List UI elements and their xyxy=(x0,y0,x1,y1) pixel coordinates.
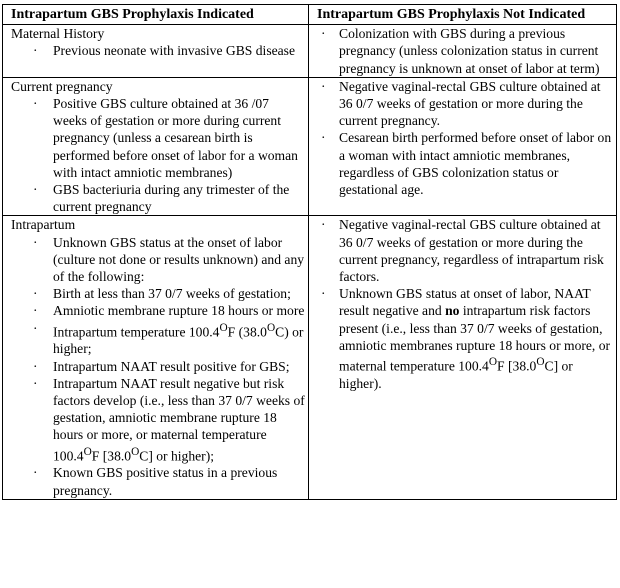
list-item: · Negative vaginal-rectal GBS culture obtained at 36 0/7 weeks of gestation or more during the current pregnancy. xyxy=(321,78,601,129)
indicated-list xyxy=(11,234,305,499)
gbs-prophylaxis-table xyxy=(2,4,617,500)
list-item: · GBS bacteriuria during any trimester of the current pregnancy xyxy=(33,182,290,215)
list-item: · Amniotic membrane rupture 18 hours or more xyxy=(33,303,305,319)
list-item: · Known GBS positive status in a previous pregnancy. xyxy=(33,465,278,498)
not-indicated-list xyxy=(317,25,613,77)
section-title: Maternal History xyxy=(11,26,105,42)
list-item: · Unknown GBS status at onset of labor, NAAT result negative and no intrapartum risk factors present (i.e., less than 37 0/7 weeks of gestation, amniotic membranes rupture 18 hours or more, or maternal temperature $100.4^OF$ $[38.0^OC]$ or higher). xyxy=(321,286,611,391)
indicated-list xyxy=(11,95,305,215)
bullet-icon: · xyxy=(321,26,326,42)
bullet-icon: · xyxy=(33,96,38,112)
indicated-list xyxy=(11,42,305,59)
bullet-icon: · xyxy=(33,375,38,391)
header-not-indicated: Intrapartum GBS Prophylaxis Not Indicated xyxy=(309,5,617,25)
table-row-maternal-history xyxy=(3,25,617,78)
bullet-icon: · xyxy=(33,182,38,198)
cell-maternal-history-indicated xyxy=(3,25,309,78)
list-item: · Previous neonate with invasive GBS disease xyxy=(33,43,296,59)
not-indicated-list xyxy=(317,216,613,392)
cell-intrapartum-indicated xyxy=(3,216,309,499)
list-item: · Birth at less than 37 0/7 weeks of gestation; xyxy=(33,286,291,302)
bullet-icon: · xyxy=(33,465,38,481)
list-item: · Intrapartum temperature $100.4^OF$ $(38.0^OC)$ or higher; xyxy=(33,320,304,357)
not-indicated-list xyxy=(317,78,613,198)
bullet-icon: · xyxy=(33,320,38,336)
bullet-icon: · xyxy=(33,303,38,319)
cell-current-pregnancy-indicated xyxy=(3,77,309,216)
section-title: Current pregnancy xyxy=(11,78,113,94)
list-item: · Intrapartum NAAT result positive for GBS; xyxy=(33,358,290,374)
cell-intrapartum-not-indicated xyxy=(309,216,617,499)
bullet-icon: · xyxy=(33,358,38,374)
table-header-row xyxy=(3,5,617,25)
header-indicated: Intrapartum GBS Prophylaxis Indicated xyxy=(3,5,309,25)
cell-maternal-history-not-indicated xyxy=(309,25,617,78)
list-item: · Unknown GBS status at the onset of labor (culture not done or results unknown) and any of the following: xyxy=(33,234,305,285)
list-item: · Colonization with GBS during a previous pregnancy (unless colonization status in current pregnancy is unknown at onset of labor at term) xyxy=(321,26,600,76)
bullet-icon: · xyxy=(321,286,326,302)
list-item: · Intrapartum NAAT result negative but risk factors develop (i.e., less than 37 0/7 weeks of gestation, amniotic membrane rupture 18 hours or more, or maternal temperature $100.4^OF$ $[38.0^OC]$ or higher); xyxy=(33,375,305,464)
bullet-icon: · xyxy=(321,78,326,94)
table-row-intrapartum xyxy=(3,216,617,499)
section-title: Intrapartum xyxy=(11,217,76,233)
bullet-icon: · xyxy=(321,217,326,233)
bullet-icon: · xyxy=(321,130,326,146)
cell-current-pregnancy-not-indicated xyxy=(309,77,617,216)
table-row-current-pregnancy xyxy=(3,77,617,216)
bullet-icon: · xyxy=(33,286,38,302)
bullet-icon: · xyxy=(33,234,38,250)
list-item: · Negative vaginal-rectal GBS culture obtained at 36 0/7 weeks of gestation or more during the current pregnancy, regardless of intrapartum risk factors. xyxy=(321,217,604,285)
bullet-icon: · xyxy=(33,43,38,59)
list-item: · Cesarean birth performed before onset of labor on a woman with intact amniotic membranes, regardless of GBS colonization status or gestational age. xyxy=(321,130,612,198)
list-item: · Positive GBS culture obtained at 36 /07 weeks of gestation or more during current pregnancy (unless a cesarean birth is performed before onset of labor for a woman with intact amniotic membranes) xyxy=(33,96,298,180)
